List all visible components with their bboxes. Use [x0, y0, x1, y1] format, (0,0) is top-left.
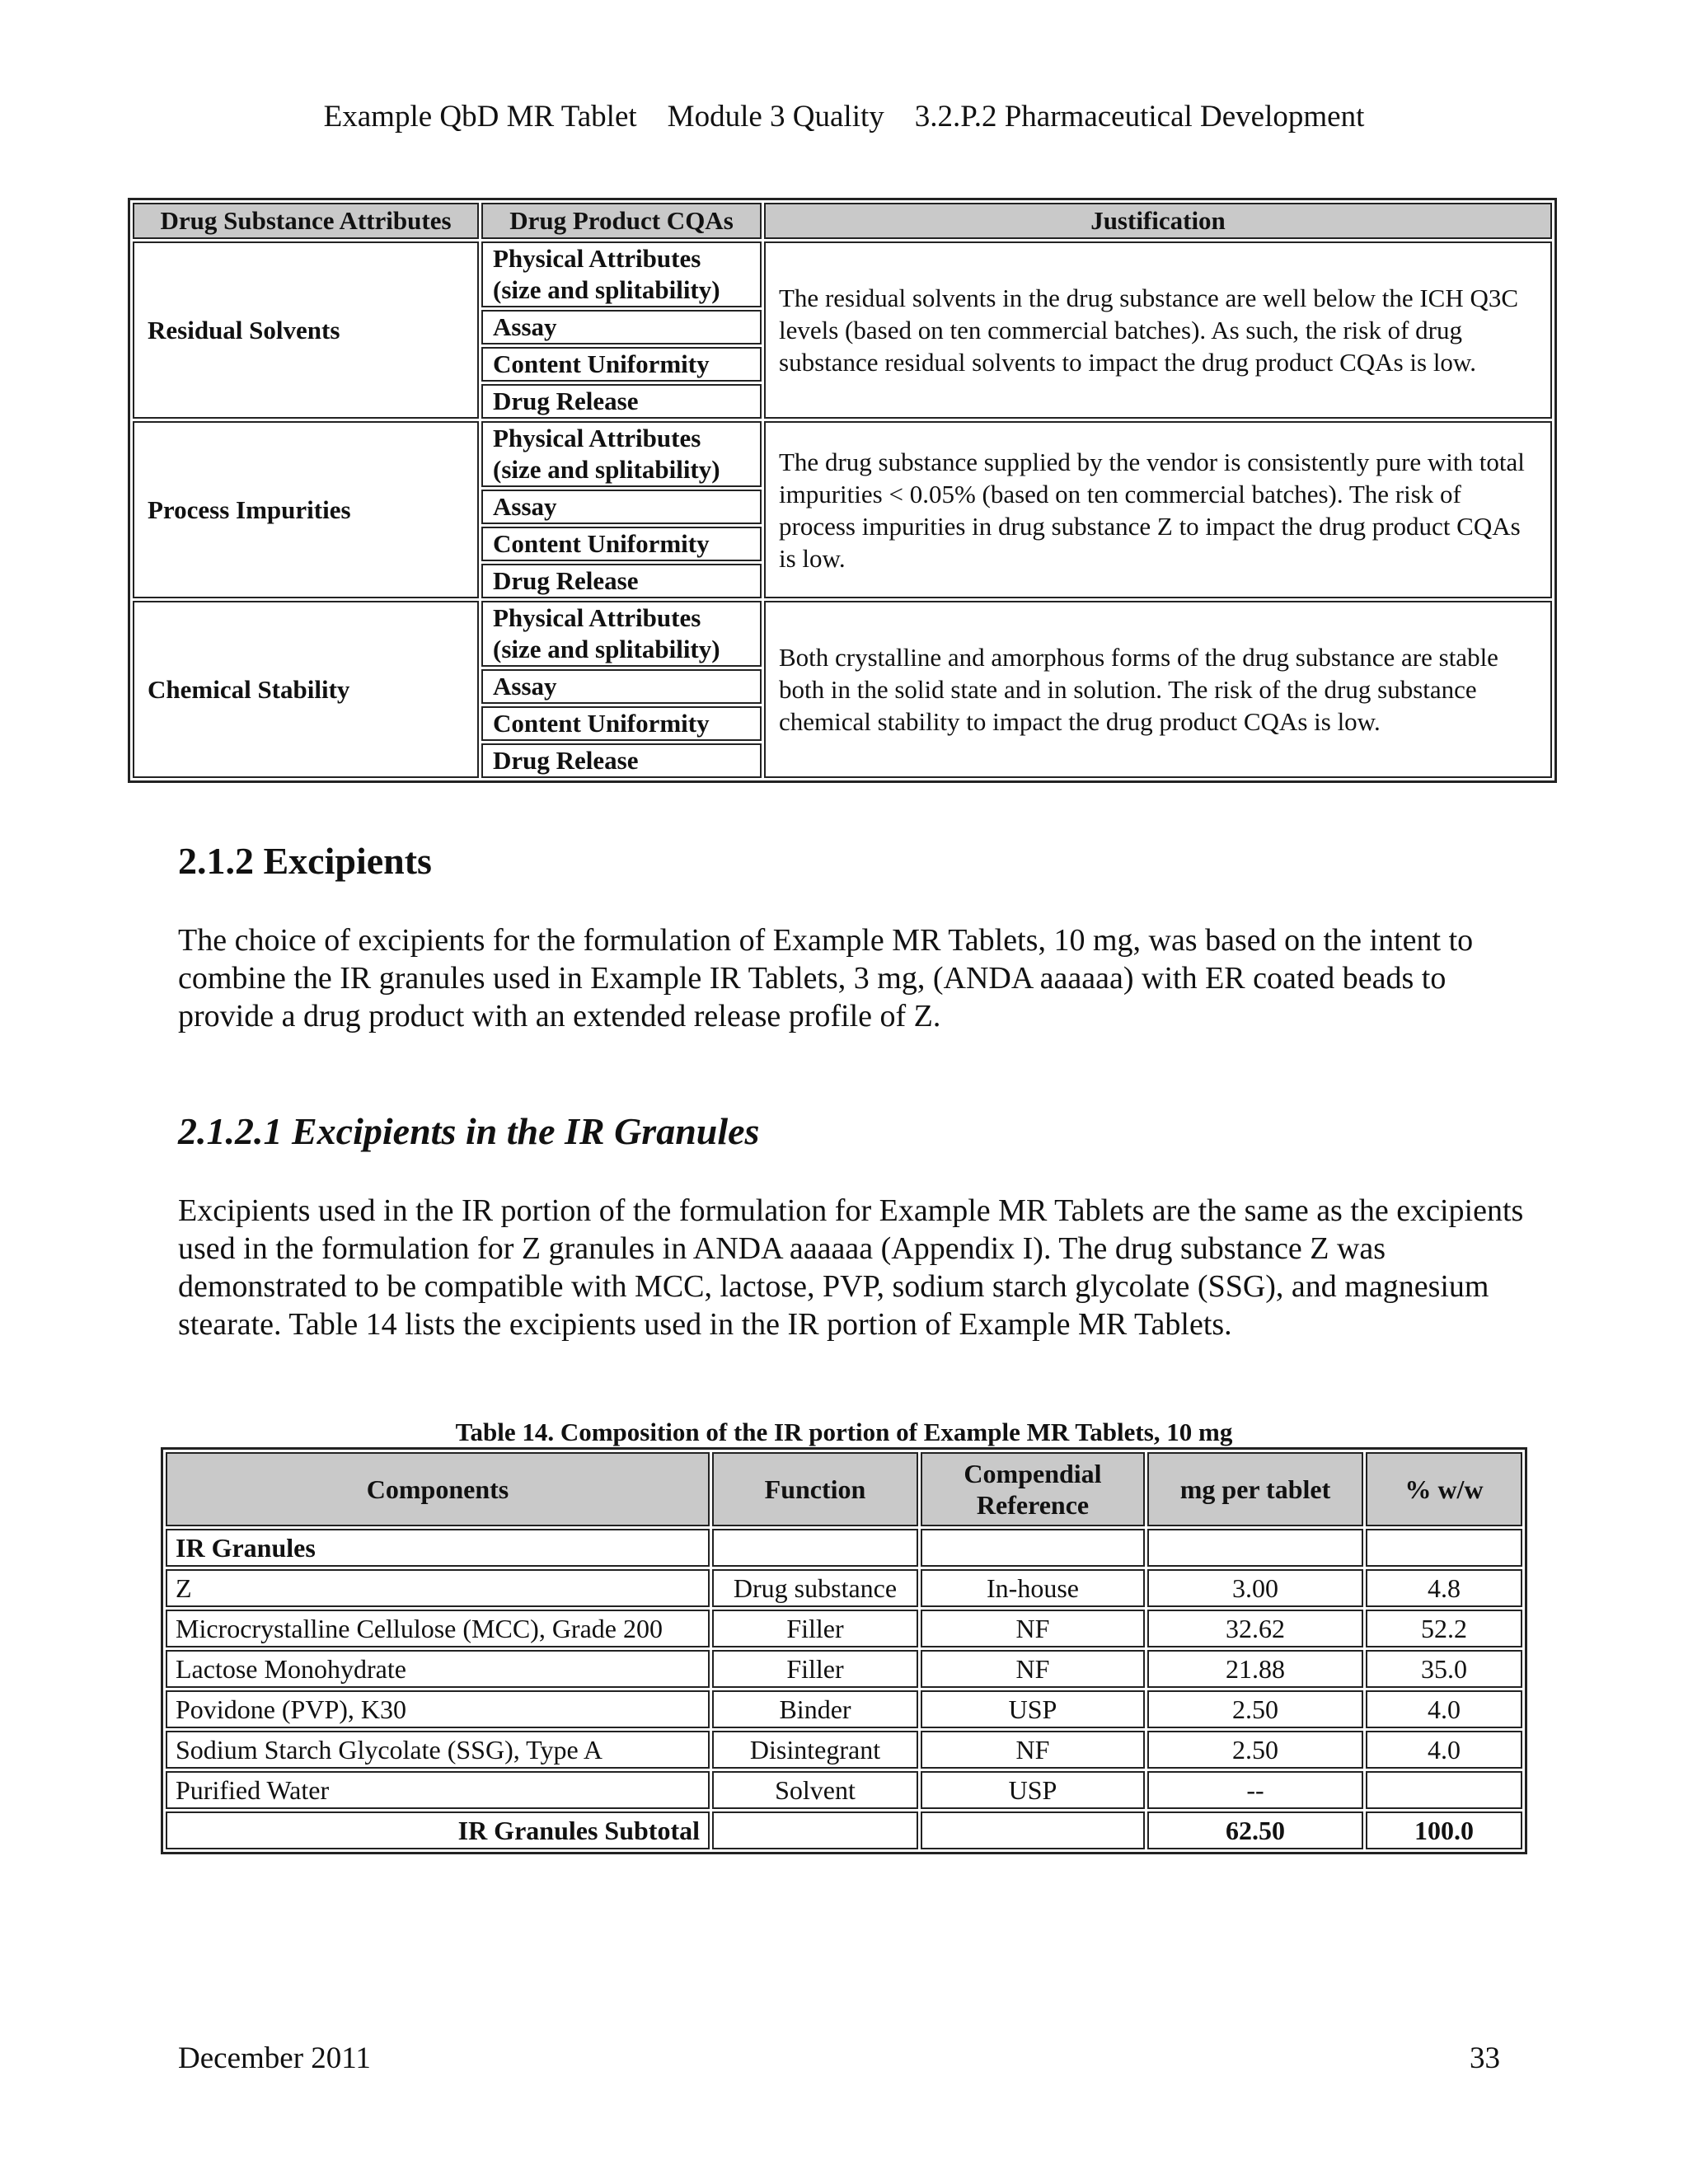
- paragraph-excipients: The choice of excipients for the formulation of Example MR Tablets, 10 mg, was based on the intent to combine the IR granules used in Example IR Tablets, 3 mg, (ANDA aaaaaa) with ER coated beads to provide a drug product with an extended release profile of Z.: [178, 923, 1474, 1033]
- cqa-cell: Drug Release: [481, 564, 762, 598]
- component-cell: Povidone (PVP), K30: [166, 1690, 710, 1728]
- mg-cell: 3.00: [1147, 1569, 1363, 1607]
- compendial-cell: NF: [921, 1731, 1145, 1769]
- section-heading-excipients: 2.1.2 Excipients: [178, 840, 432, 882]
- table-row: [166, 1569, 1522, 1607]
- cqa-cell: Assay: [481, 669, 762, 704]
- cqa-cell: Drug Release: [481, 743, 762, 778]
- page-header: Example QbD MR Tablet Module 3 Quality 3.2.P.2 Pharmaceutical Development: [323, 100, 1365, 134]
- compendial-cell: USP: [921, 1771, 1145, 1809]
- empty-cell: [921, 1811, 1145, 1849]
- empty-cell: [712, 1811, 918, 1849]
- component-cell: Sodium Starch Glycolate (SSG), Type A: [166, 1731, 710, 1769]
- pct-cell: 35.0: [1366, 1650, 1522, 1688]
- compendial-cell: USP: [921, 1690, 1145, 1728]
- cqa-cell: Assay: [481, 310, 762, 344]
- paragraph-ir-granules: Excipients used in the IR portion of the formulation for Example MR Tablets are the same as the excipients used in the formulation for Z granules in ANDA aaaaaa (Appendix I). The drug substance Z was demonstrated to be compatible with MCC, lactose, PVP, sodium starch glycolate (SSG), and magnesium stearate. Table 14 lists the excipients used in the IR portion of Example MR Tablets.: [178, 1193, 1524, 1342]
- composition-table: [161, 1447, 1527, 1854]
- justification-cell: The drug substance supplied by the vendor is consistently pure with total impurities < 0.05% (based on ten commercial batches). The risk of process impurities in drug substance Z to impact the drug product CQAs is low.: [764, 421, 1552, 598]
- empty-cell: [1147, 1529, 1363, 1567]
- table-row: [166, 1771, 1522, 1809]
- justification-cell: The residual solvents in the drug substance are well below the ICH Q3C levels (based on ten commercial batches). As such, the risk of drug substance residual solvents to impact the drug product CQAs is low.: [764, 241, 1552, 419]
- group-row: [166, 1529, 1522, 1567]
- compendial-cell: NF: [921, 1610, 1145, 1647]
- table-row: [133, 421, 1552, 487]
- attribute-cell: Chemical Stability: [133, 601, 479, 778]
- mg-cell: --: [1147, 1771, 1363, 1809]
- component-cell: Purified Water: [166, 1771, 710, 1809]
- function-cell: Binder: [712, 1690, 918, 1728]
- group-label: IR Granules: [166, 1529, 710, 1567]
- section-heading-ir-granules: 2.1.2.1 Excipients in the IR Granules: [178, 1110, 760, 1152]
- column-header-components: Components: [166, 1452, 710, 1526]
- cqa-cell: Drug Release: [481, 384, 762, 419]
- cqa-cell: Physical Attributes (size and splitability): [481, 601, 762, 667]
- attribute-cell: Process Impurities: [133, 421, 479, 598]
- column-header-mg: mg per tablet: [1147, 1452, 1363, 1526]
- pct-cell: [1366, 1771, 1522, 1809]
- pct-cell: 4.0: [1366, 1731, 1522, 1769]
- table-row: [166, 1731, 1522, 1769]
- footer-date: December 2011: [178, 2041, 371, 2075]
- column-header-justification: Justification: [764, 203, 1552, 239]
- column-header-cqas: Drug Product CQAs: [481, 203, 762, 239]
- attribute-cell: Residual Solvents: [133, 241, 479, 419]
- column-header-function: Function: [712, 1452, 918, 1526]
- table-row: [166, 1690, 1522, 1728]
- subtotal-label: IR Granules Subtotal: [166, 1811, 710, 1849]
- mg-cell: 21.88: [1147, 1650, 1363, 1688]
- mg-cell: 2.50: [1147, 1731, 1363, 1769]
- table-caption: Table 14. Composition of the IR portion of Example MR Tablets, 10 mg: [455, 1418, 1233, 1446]
- compendial-cell: In-house: [921, 1569, 1145, 1607]
- mg-cell: 32.62: [1147, 1610, 1363, 1647]
- risk-assessment-table: [128, 198, 1557, 783]
- compendial-cell: NF: [921, 1650, 1145, 1688]
- component-cell: Microcrystalline Cellulose (MCC), Grade 200: [166, 1610, 710, 1647]
- component-cell: Z: [166, 1569, 710, 1607]
- risk-table-header-row: [133, 203, 1552, 239]
- pct-cell: 52.2: [1366, 1610, 1522, 1647]
- function-cell: Drug substance: [712, 1569, 918, 1607]
- table-row: [166, 1650, 1522, 1688]
- cqa-cell: Content Uniformity: [481, 347, 762, 382]
- component-cell: Lactose Monohydrate: [166, 1650, 710, 1688]
- pct-cell: 4.0: [1366, 1690, 1522, 1728]
- column-header-compendial: Compendial Reference: [921, 1452, 1145, 1526]
- cqa-cell: Assay: [481, 490, 762, 524]
- page-number: 33: [1470, 2041, 1500, 2075]
- function-cell: Filler: [712, 1650, 918, 1688]
- empty-cell: [712, 1529, 918, 1567]
- cqa-cell: Physical Attributes (size and splitability): [481, 421, 762, 487]
- empty-cell: [1366, 1529, 1522, 1567]
- pct-cell: 4.8: [1366, 1569, 1522, 1607]
- cqa-cell: Content Uniformity: [481, 527, 762, 561]
- table-row: [166, 1610, 1522, 1647]
- cqa-cell: Physical Attributes (size and splitability): [481, 241, 762, 307]
- column-header-pct: % w/w: [1366, 1452, 1522, 1526]
- subtotal-pct: 100.0: [1366, 1811, 1522, 1849]
- function-cell: Disintegrant: [712, 1731, 918, 1769]
- function-cell: Solvent: [712, 1771, 918, 1809]
- cqa-cell: Content Uniformity: [481, 706, 762, 741]
- table-row: [133, 241, 1552, 307]
- mg-cell: 2.50: [1147, 1690, 1363, 1728]
- function-cell: Filler: [712, 1610, 918, 1647]
- table-row: [133, 601, 1552, 667]
- empty-cell: [921, 1529, 1145, 1567]
- subtotal-mg: 62.50: [1147, 1811, 1363, 1849]
- composition-header-row: [166, 1452, 1522, 1526]
- justification-cell: Both crystalline and amorphous forms of the drug substance are stable both in the solid state and in solution. The risk of the drug substance chemical stability to impact the drug product CQAs is low.: [764, 601, 1552, 778]
- subtotal-row: [166, 1811, 1522, 1849]
- column-header-attributes: Drug Substance Attributes: [133, 203, 479, 239]
